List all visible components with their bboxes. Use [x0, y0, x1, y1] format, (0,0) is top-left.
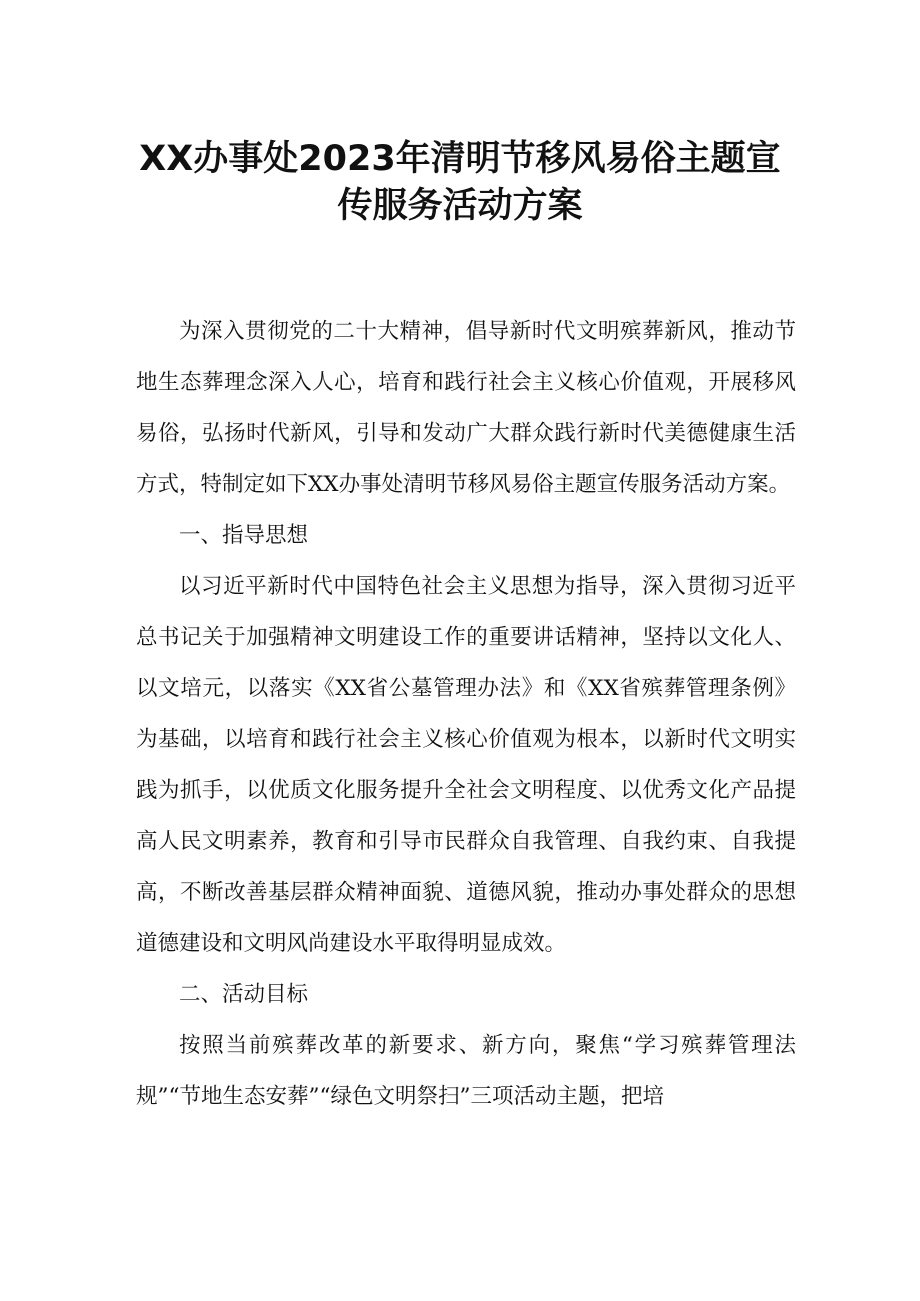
guiding-ideology-paragraph: 以习近平新时代中国特色社会主义思想为指导，深入贯彻习近平总书记关于加强精神文明建设工作的重要讲话精神，坚持以文化人、以文培元，以落实《XX省公墓管理办法》和《XX省殡葬管理条例》为基础，以培育和践行社会主义核心价值观为根本，以新时代文明实践为抓手，以优质文化服务提升全社会文明程度、以优秀文化产品提高人民文明素养，教育和引导市民群众自我管理、自我约束、自我提高，不断改善基层群众精神面貌、道德风貌，推动办事处群众的思想道德建设和文明风尚建设水平取得明显成效。 — [136, 574, 796, 956]
document-body — [136, 306, 796, 1122]
intro-paragraph: 为深入贯彻党的二十大精神，倡导新时代文明殡葬新风，推动节地生态葬理念深入人心，培育和践行社会主义核心价值观，开展移风易俗，弘扬时代新风，引导和发动广大群众践行新时代美德健康生活方式，特制定如下XX办事处清明节移风易俗主题宣传服务活动方案。 — [136, 319, 796, 497]
section-heading-activity-goals: 二、活动目标 — [179, 982, 309, 1007]
activity-goals-paragraph: 按照当前殡葬改革的新要求、新方向，聚焦“学习殡葬管理法规”“节地生态安葬”“绿色文明祭扫”三项活动主题，把培 — [136, 1033, 796, 1109]
document-title-line-2: 传服务活动方案 — [337, 186, 583, 226]
document-title-line-1: XX办事处2023年清明节移风易俗主题宣 — [139, 139, 781, 179]
section-heading-guiding-ideology: 一、指导思想 — [179, 523, 309, 548]
